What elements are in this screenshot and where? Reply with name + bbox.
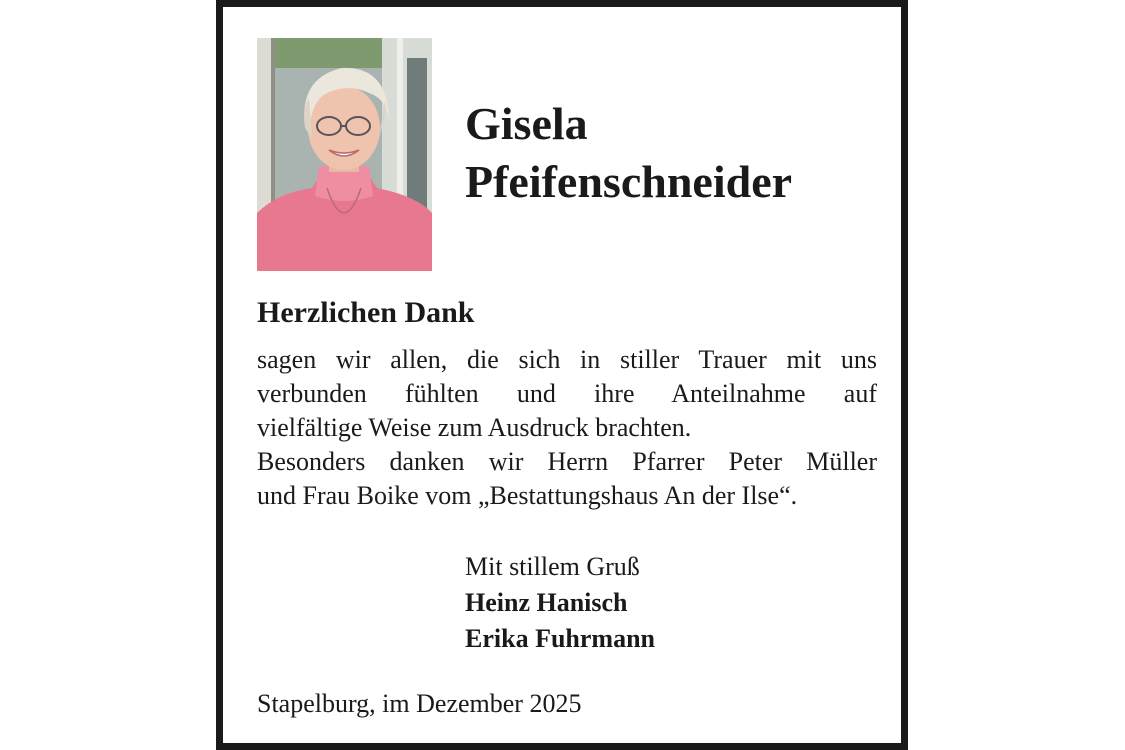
deceased-name xyxy=(465,95,792,211)
thanks-text xyxy=(257,343,877,513)
text-line: verbunden fühlten und ihre Anteilnahme auf xyxy=(257,379,877,408)
place-and-date: Stapelburg, im Dezember 2025 xyxy=(257,689,582,718)
signer-name: Erika Fuhrmann xyxy=(465,624,655,653)
last-name: Pfeifenschneider xyxy=(465,156,793,207)
text-line: sagen wir allen, die sich in stiller Trauer mit uns xyxy=(257,345,877,374)
text-line: und Frau Boike vom „Bestattungshaus An der Ilse“. xyxy=(257,481,798,510)
portrait-photo xyxy=(257,38,432,271)
closing-phrase: Mit stillem Gruß xyxy=(465,552,640,581)
first-name: Gisela xyxy=(465,98,588,149)
text-line: Besonders danken wir Herrn Pfarrer Peter Müller xyxy=(257,447,877,476)
portrait-image xyxy=(257,38,432,271)
obituary-notice xyxy=(216,0,908,750)
text-line: vielfältige Weise zum Ausdruck brachten. xyxy=(257,413,692,442)
thanks-heading: Herzlichen Dank xyxy=(257,296,475,329)
signer-name: Heinz Hanisch xyxy=(465,588,628,617)
closing-block xyxy=(465,549,655,657)
